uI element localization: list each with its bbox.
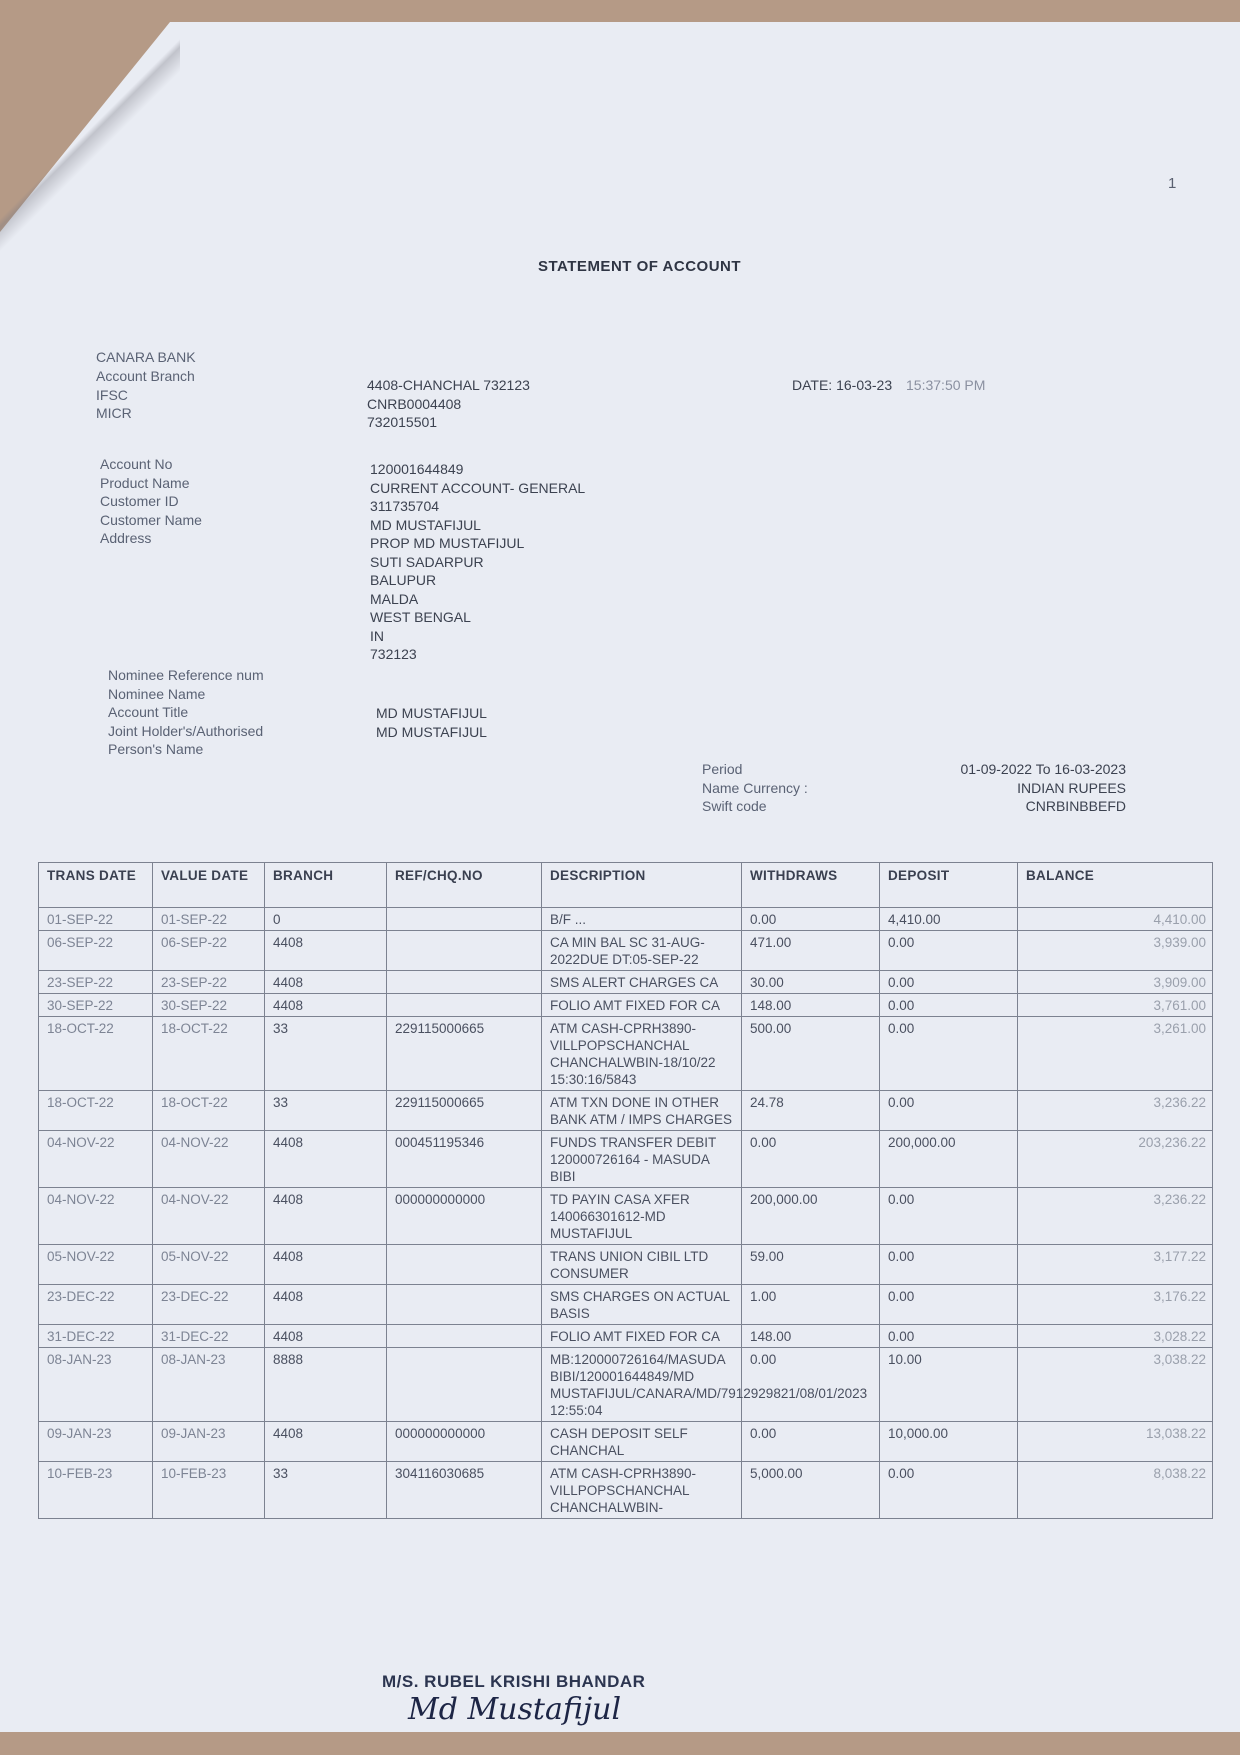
cell-balance: 3,028.22 [1018, 1325, 1213, 1348]
cell-value-date: 30-SEP-22 [153, 994, 265, 1017]
value-currency: INDIAN RUPEES [1017, 779, 1126, 796]
cell-value-date: 18-OCT-22 [153, 1091, 265, 1131]
label-address: Address [100, 530, 152, 546]
cell-branch: 33 [265, 1462, 387, 1519]
value-swift: CNRBINBBEFD [1025, 798, 1126, 814]
cell-balance: 3,038.22 [1018, 1348, 1213, 1422]
cell-branch: 4408 [265, 971, 387, 994]
table-header-row [39, 863, 1213, 908]
cell-branch: 8888 [265, 1348, 387, 1422]
cell-description: TRANS UNION CIBIL LTD CONSUMER [542, 1245, 742, 1285]
label-period: Period [702, 761, 743, 777]
cell-branch: 33 [265, 1017, 387, 1091]
table-row [39, 1131, 1213, 1188]
cell-ref-chq: 000451195346 [387, 1131, 542, 1188]
cell-balance: 8,038.22 [1018, 1462, 1213, 1519]
cell-ref-chq [387, 1325, 542, 1348]
cell-value-date: 04-NOV-22 [153, 1131, 265, 1188]
account-values [370, 460, 585, 664]
cell-withdraws: 1.00 [742, 1285, 880, 1325]
cell-balance: 3,177.22 [1018, 1245, 1213, 1285]
cell-value-date: 10-FEB-23 [153, 1462, 265, 1519]
cell-branch: 33 [265, 1091, 387, 1131]
bank-name: CANARA BANK [96, 349, 196, 365]
value-address-line-1: PROP MD MUSTAFIJUL [370, 535, 525, 551]
cell-balance: 3,236.22 [1018, 1188, 1213, 1245]
label-nominee-name: Nominee Name [108, 685, 206, 702]
table-row [39, 1017, 1213, 1091]
cell-deposit: 0.00 [880, 971, 1018, 994]
cell-branch: 4408 [265, 1285, 387, 1325]
cell-deposit: 0.00 [880, 1245, 1018, 1285]
cell-ref-chq [387, 1245, 542, 1285]
cell-branch: 4408 [265, 931, 387, 971]
cell-description: FUNDS TRANSFER DEBIT 120000726164 - MASUDA BIBI [542, 1131, 742, 1188]
table-row [39, 931, 1213, 971]
statement-title: STATEMENT OF ACCOUNT [538, 258, 742, 275]
cell-withdraws: 24.78 [742, 1091, 880, 1131]
cell-trans-date: 01-SEP-22 [39, 908, 153, 931]
cell-description: ATM CASH-CPRH3890-VILLPOPSCHANCHAL CHANCHALWBIN-18/10/22 15:30:16/5843 [542, 1017, 742, 1091]
cell-withdraws: 0.00 [742, 1422, 880, 1462]
cell-description: TD PAYIN CASA XFER 140066301612-MD MUSTAFIJUL [542, 1188, 742, 1245]
cell-trans-date: 06-SEP-22 [39, 931, 153, 971]
cell-balance: 13,038.22 [1018, 1422, 1213, 1462]
account-labels [100, 455, 202, 548]
table-row [39, 1325, 1213, 1348]
header-value-date: VALUE DATE [153, 863, 265, 908]
cell-value-date: 06-SEP-22 [153, 931, 265, 971]
cell-value-date: 31-DEC-22 [153, 1325, 265, 1348]
cell-value-date: 01-SEP-22 [153, 908, 265, 931]
cell-ref-chq: 000000000000 [387, 1188, 542, 1245]
value-account-no: 120001644849 [370, 461, 464, 477]
nominee-labels [108, 666, 264, 759]
cell-deposit: 0.00 [880, 994, 1018, 1017]
cell-balance: 3,176.22 [1018, 1285, 1213, 1325]
cell-branch: 4408 [265, 1131, 387, 1188]
cell-trans-date: 05-NOV-22 [39, 1245, 153, 1285]
label-micr: MICR [96, 405, 132, 421]
bank-labels [96, 367, 195, 423]
cell-description: FOLIO AMT FIXED FOR CA [542, 1325, 742, 1348]
cell-trans-date: 23-SEP-22 [39, 971, 153, 994]
transactions-table [38, 862, 1213, 1519]
cell-description: FOLIO AMT FIXED FOR CA [542, 994, 742, 1017]
label-currency: Name Currency : [702, 779, 808, 796]
label-customer-name: Customer Name [100, 511, 202, 528]
cell-ref-chq [387, 1348, 542, 1422]
cell-balance: 3,261.00 [1018, 1017, 1213, 1091]
table-row [39, 1245, 1213, 1285]
cell-withdraws: 148.00 [742, 994, 880, 1017]
cell-ref-chq: 229115000665 [387, 1017, 542, 1091]
cell-deposit: 0.00 [880, 1017, 1018, 1091]
cell-balance: 3,909.00 [1018, 971, 1213, 994]
header-withdraws: WITHDRAWS [742, 863, 880, 908]
cell-ref-chq [387, 931, 542, 971]
cell-trans-date: 09-JAN-23 [39, 1422, 153, 1462]
value-address-line-4: MALDA [370, 590, 419, 607]
header-branch: BRANCH [265, 863, 387, 908]
cell-trans-date: 18-OCT-22 [39, 1017, 153, 1091]
cell-ref-chq: 229115000665 [387, 1091, 542, 1131]
cell-withdraws: 471.00 [742, 931, 880, 971]
cell-withdraws: 0.00 [742, 908, 880, 931]
value-address-line-3: BALUPUR [370, 572, 437, 588]
period-values [860, 760, 1126, 816]
cell-trans-date: 18-OCT-22 [39, 1091, 153, 1131]
cell-branch: 4408 [265, 1325, 387, 1348]
cell-ref-chq [387, 971, 542, 994]
cell-deposit: 4,410.00 [880, 908, 1018, 931]
table-row [39, 994, 1213, 1017]
cell-trans-date: 08-JAN-23 [39, 1348, 153, 1422]
table-row [39, 1462, 1213, 1519]
label-swift: Swift code [702, 798, 767, 814]
cell-branch: 4408 [265, 1245, 387, 1285]
cell-trans-date: 30-SEP-22 [39, 994, 153, 1017]
cell-description: CASH DEPOSIT SELF CHANCHAL [542, 1422, 742, 1462]
cell-balance: 3,236.22 [1018, 1091, 1213, 1131]
cell-withdraws: 5,000.00 [742, 1462, 880, 1519]
value-period: 01-09-2022 To 16-03-2023 [960, 761, 1126, 777]
table-row [39, 1285, 1213, 1325]
cell-balance: 203,236.22 [1018, 1131, 1213, 1188]
cell-branch: 4408 [265, 1188, 387, 1245]
statement-date-label: DATE: 16-03-23 [792, 377, 893, 393]
cell-deposit: 10,000.00 [880, 1422, 1018, 1462]
value-address-line-7: 732123 [370, 646, 417, 662]
period-labels [702, 760, 808, 816]
cell-withdraws: 59.00 [742, 1245, 880, 1285]
table-row [39, 908, 1213, 931]
cell-ref-chq [387, 994, 542, 1017]
cell-ref-chq: 304116030685 [387, 1462, 542, 1519]
cell-branch: 4408 [265, 1422, 387, 1462]
cell-trans-date: 23-DEC-22 [39, 1285, 153, 1325]
label-product-name: Product Name [100, 474, 190, 491]
value-joint-holder: MD MUSTAFIJUL [376, 723, 487, 740]
cell-deposit: 0.00 [880, 1285, 1018, 1325]
cell-deposit: 0.00 [880, 1188, 1018, 1245]
table-row [39, 1188, 1213, 1245]
value-address-line-5: WEST BENGAL [370, 609, 471, 625]
cell-ref-chq [387, 908, 542, 931]
cell-withdraws: 0.00 [742, 1348, 880, 1422]
label-ifsc: IFSC [96, 386, 128, 403]
value-address-line-2: SUTI SADARPUR [370, 553, 484, 570]
cell-deposit: 0.00 [880, 931, 1018, 971]
value-ifsc: CNRB0004408 [367, 395, 462, 412]
label-joint-holder: Joint Holder's/Authorised [108, 722, 264, 739]
header-deposit: DEPOSIT [880, 863, 1018, 908]
table-row [39, 1348, 1213, 1422]
header-ref-chq: REF/CHQ.NO [387, 863, 542, 908]
cell-balance: 3,939.00 [1018, 931, 1213, 971]
cell-withdraws: 500.00 [742, 1017, 880, 1091]
cell-description: ATM TXN DONE IN OTHER BANK ATM / IMPS CHARGES [542, 1091, 742, 1131]
cell-deposit: 0.00 [880, 1462, 1018, 1519]
header-balance: BALANCE [1018, 863, 1213, 908]
cell-ref-chq: 000000000000 [387, 1422, 542, 1462]
cell-balance: 4,410.00 [1018, 908, 1213, 931]
table-row [39, 971, 1213, 994]
cell-value-date: 08-JAN-23 [153, 1348, 265, 1422]
nominee-values [376, 704, 487, 741]
cell-branch: 0 [265, 908, 387, 931]
cell-value-date: 09-JAN-23 [153, 1422, 265, 1462]
label-persons-name: Person's Name [108, 741, 204, 757]
value-account-title: MD MUSTAFIJUL [376, 705, 487, 721]
value-customer-name: MD MUSTAFIJUL [370, 516, 481, 533]
value-address-line-6: IN [370, 627, 384, 644]
cell-ref-chq [387, 1285, 542, 1325]
table-row [39, 1091, 1213, 1131]
cell-trans-date: 04-NOV-22 [39, 1131, 153, 1188]
cell-withdraws: 0.00 [742, 1131, 880, 1188]
transactions-body [39, 908, 1213, 1519]
cell-withdraws: 200,000.00 [742, 1188, 880, 1245]
cell-deposit: 0.00 [880, 1091, 1018, 1131]
cell-description: ATM CASH-CPRH3890-VILLPOPSCHANCHAL CHANCHALWBIN- [542, 1462, 742, 1519]
value-customer-id: 311735704 [370, 498, 440, 514]
cell-trans-date: 04-NOV-22 [39, 1188, 153, 1245]
page-number: 1 [1168, 175, 1177, 192]
table-row [39, 1422, 1213, 1462]
label-account-title: Account Title [108, 704, 189, 720]
statement-date [792, 376, 985, 394]
label-account-branch: Account Branch [96, 368, 195, 384]
value-micr: 732015501 [367, 414, 438, 430]
cell-description: SMS ALERT CHARGES CA [542, 971, 742, 994]
cell-deposit: 0.00 [880, 1325, 1018, 1348]
label-nominee-ref: Nominee Reference num [108, 667, 264, 683]
value-account-branch: 4408-CHANCHAL 732123 [367, 377, 530, 393]
cell-deposit: 200,000.00 [880, 1131, 1018, 1188]
cell-description: CA MIN BAL SC 31-AUG-2022DUE DT:05-SEP-22 [542, 931, 742, 971]
cell-balance: 3,761.00 [1018, 994, 1213, 1017]
cell-value-date: 04-NOV-22 [153, 1188, 265, 1245]
signature-handwritten: Md Mustafijul [408, 1692, 622, 1727]
cell-description: B/F ... [542, 908, 742, 931]
cell-value-date: 23-DEC-22 [153, 1285, 265, 1325]
header-trans-date: TRANS DATE [39, 863, 153, 908]
page-fold-shadow [0, 22, 180, 252]
header-description: DESCRIPTION [542, 863, 742, 908]
statement-time: 15:37:50 PM [906, 377, 986, 393]
cell-withdraws: 30.00 [742, 971, 880, 994]
cell-value-date: 23-SEP-22 [153, 971, 265, 994]
bank-values [367, 376, 530, 432]
cell-description: MB:120000726164/MASUDA BIBI/120001644849/MD MUSTAFIJUL/CANARA/MD/7912929821/08/01/2023 12:55:04 [542, 1348, 742, 1422]
cell-withdraws: 148.00 [742, 1325, 880, 1348]
cell-value-date: 05-NOV-22 [153, 1245, 265, 1285]
cell-trans-date: 31-DEC-22 [39, 1325, 153, 1348]
signature-printed: M/S. RUBEL KRISHI BHANDAR [382, 1672, 646, 1691]
cell-trans-date: 10-FEB-23 [39, 1462, 153, 1519]
label-customer-id: Customer ID [100, 493, 179, 509]
label-account-no: Account No [100, 456, 173, 472]
cell-deposit: 10.00 [880, 1348, 1018, 1422]
cell-description: SMS CHARGES ON ACTUAL BASIS [542, 1285, 742, 1325]
cell-value-date: 18-OCT-22 [153, 1017, 265, 1091]
cell-branch: 4408 [265, 994, 387, 1017]
value-product-name: CURRENT ACCOUNT- GENERAL [370, 479, 586, 496]
